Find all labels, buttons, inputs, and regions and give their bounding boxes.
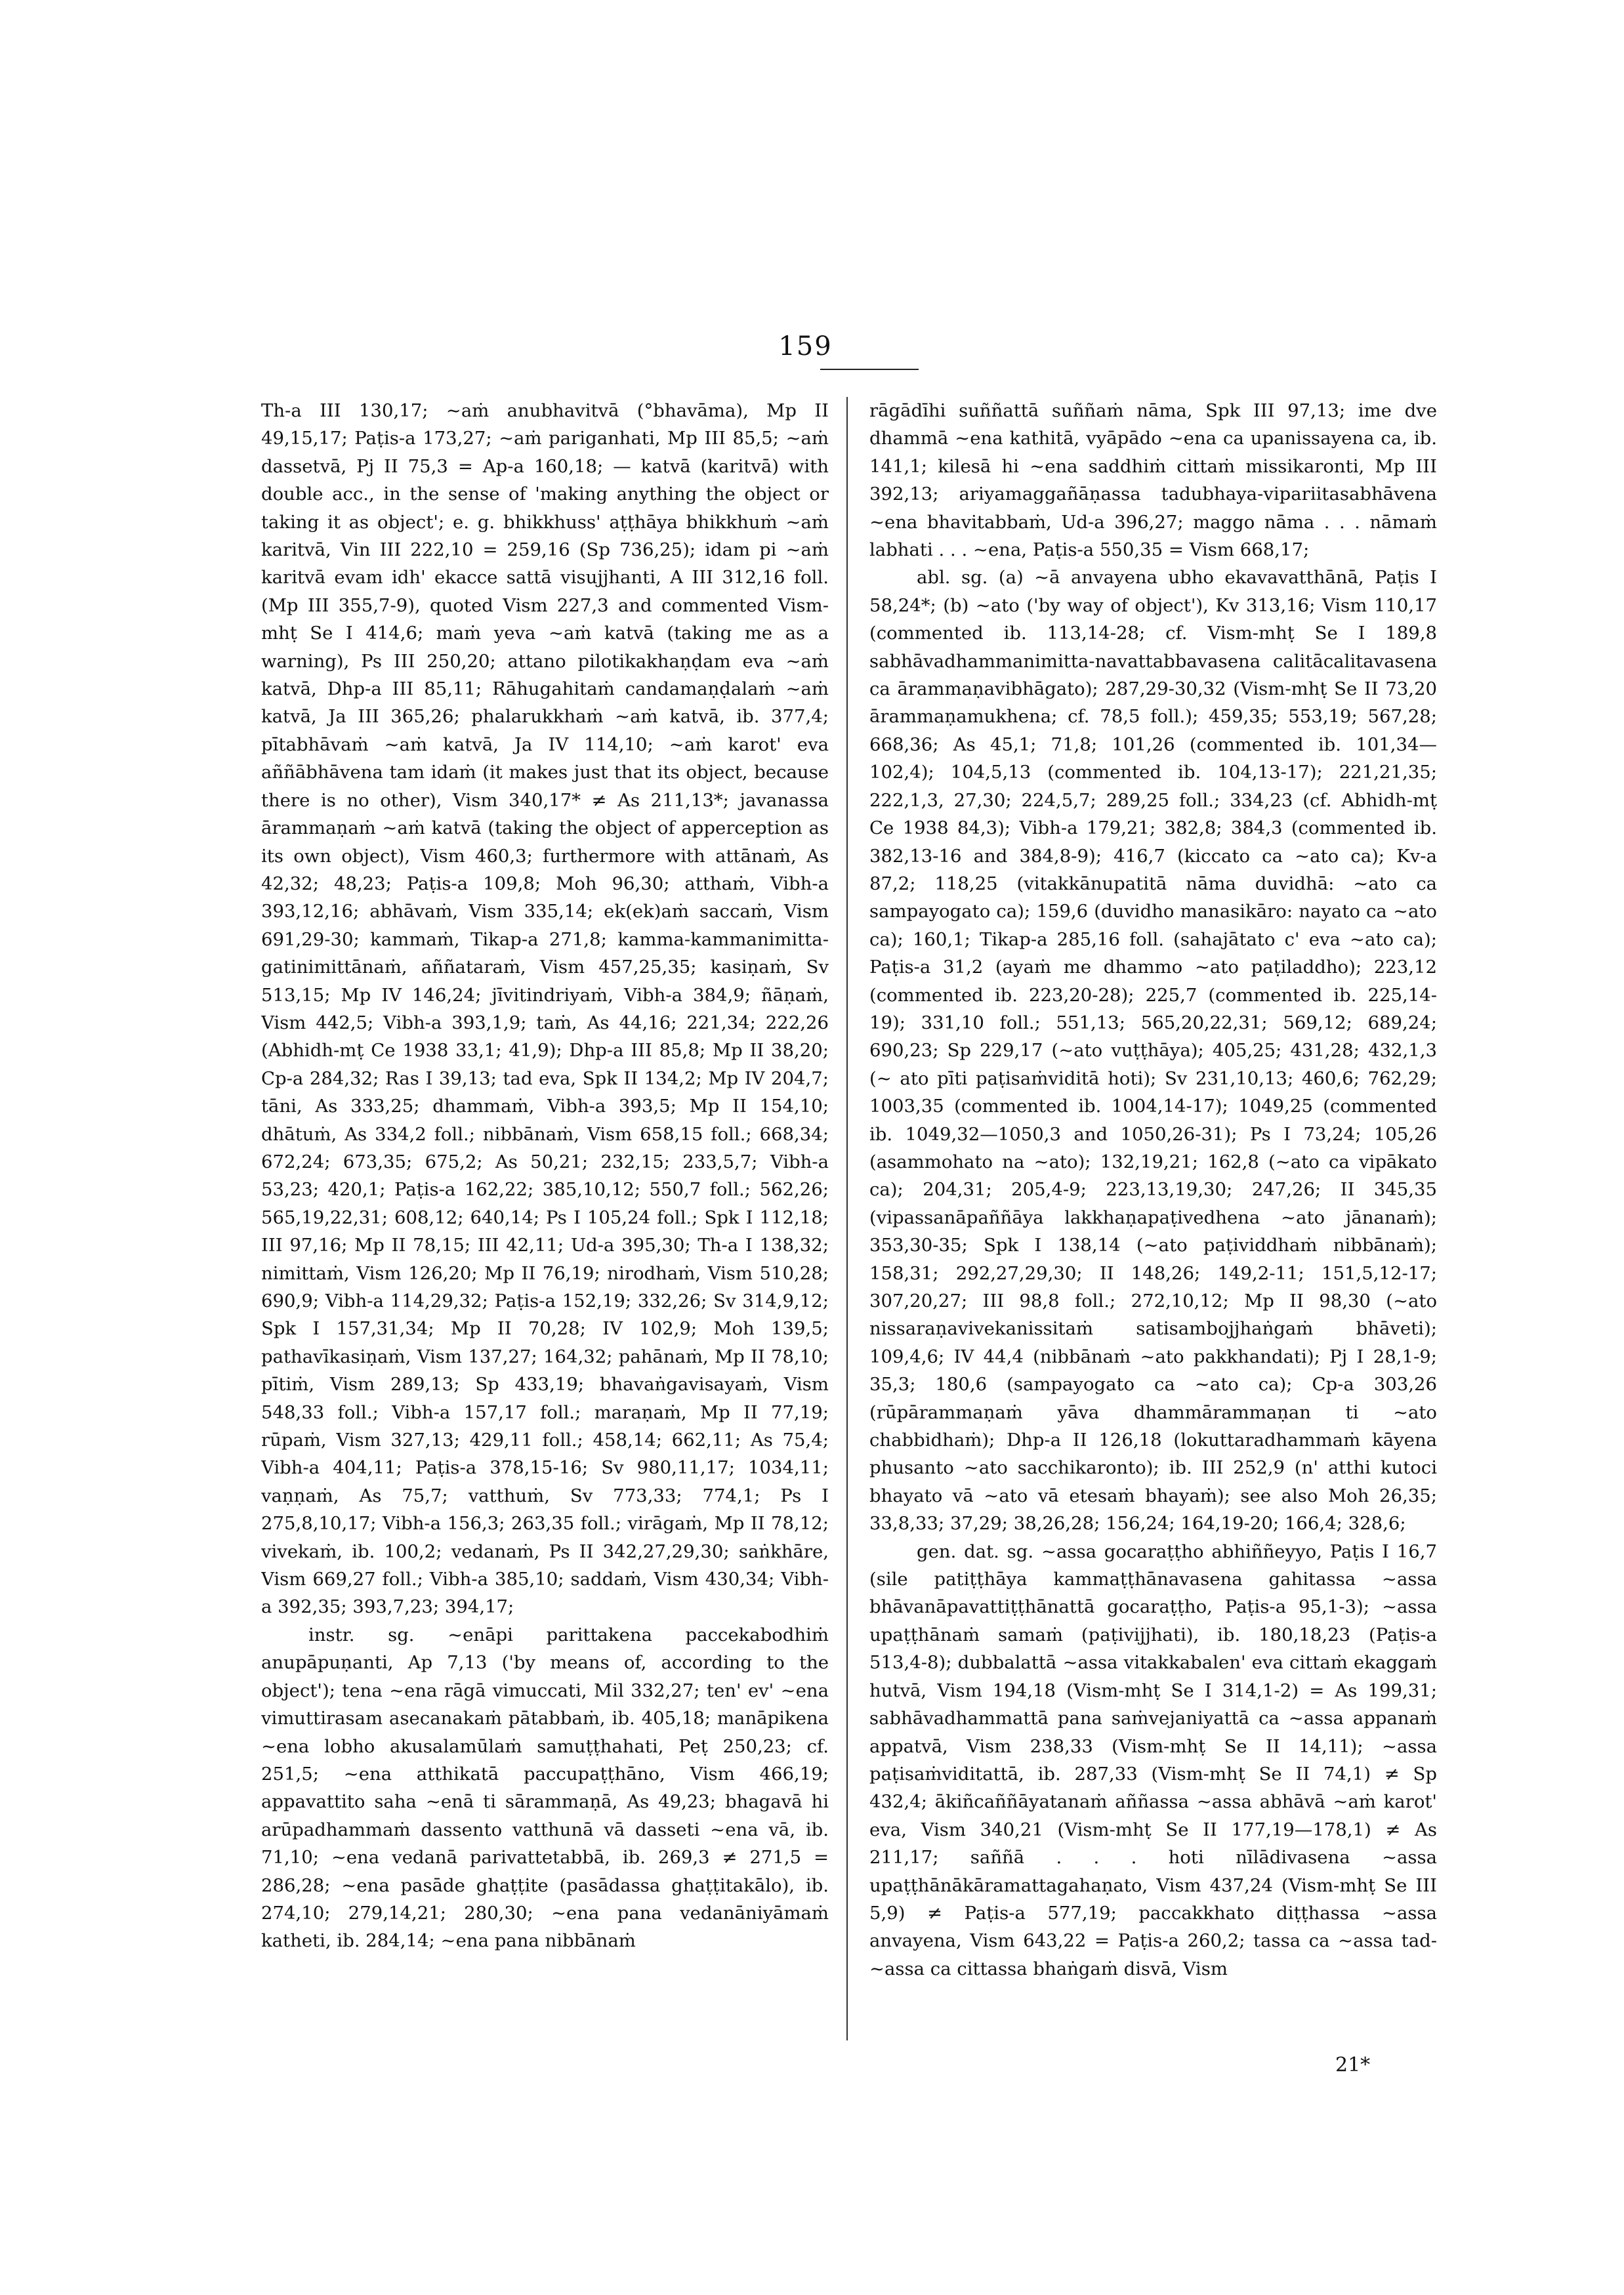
left-paragraph-2: instr. sg. ~enāpi parittakena paccekabodhiṁ anupāpuṇanti, Ap 7,13 ('by means of, according to the object'); tena ~ena rāgā vimuccati, Mil 332,27; ten' ev' ~ena vimuttirasam asecanakaṁ pātabbaṁ, ib. 405,18; manāpikena ~ena lobho akusalamūlaṁ samuṭṭhahati, Peṭ 250,23; cf. 251,5; ~ena atthikatā paccupaṭṭhāno, Vism 466,19; appavattito saha ~enā ti sārammaṇā, As 49,23; bhagavā hi arūpadhammaṁ dassento vatthunā vā dasseti ~ena vā, ib. 71,10; ~ena vedanā parivattetabbā, ib. 269,3 ≠ 271,5 = 286,28; ~ena pasāde ghaṭṭite (pasādassa ghaṭṭitakālo), ib. 274,10; 279,14,21; 280,30; ~ena pana vedanāniyāmaṁ katheti, ib. 284,14; ~ena pana nibbānaṁ: [261, 1624, 829, 1952]
column-divider: [846, 397, 848, 2040]
left-column: [261, 397, 829, 2050]
page-number-rule: [820, 369, 919, 370]
sheet-signature: 21*: [1335, 2054, 1371, 2077]
right-column: [869, 397, 1437, 2050]
right-paragraph-2: abl. sg. (a) ~ā anvayena ubho ekavavatthānā, Paṭis I 58,24*; (b) ~ato ('by way of object'), Kv 313,16; Vism 110,17 (commented ib. 113,14-28; cf. Vism-mhṭ Se I 189,8 sabhāvadhammanimitta-navattabbavasena calitācalitavasena ca ārammaṇavibhāgato); 287,29-30,32 (Vism-mhṭ Se II 73,20 ārammaṇamukhena; cf. 78,5 foll.); 459,35; 553,19; 567,28; 668,36; As 45,1; 71,8; 101,26 (commented ib. 101,34—102,4); 104,5,13 (commented ib. 104,13-17); 221,21,35; 222,1,3, 27,30; 224,5,7; 289,25 foll.; 334,23 (cf. Abhidh-mṭ Ce 1938 84,3); Vibh-a 179,21; 382,8; 384,3 (commented ib. 382,13-16 and 384,8-9); 416,7 (kiccato ca ~ato ca); Kv-a 87,2; 118,25 (vitakkānupatitā nāma duvidhā: ~ato ca sampayogato ca); 159,6 (duvidho manasikāro: nayato ca ~ato ca); 160,1; Tikap-a 285,16 foll. (sahajātato c' eva ~ato ca); Paṭis-a 31,2 (ayaṁ me dhammo ~ato paṭiladdho); 223,12 (commented ib. 223,20-28); 225,7 (commented ib. 225,14-19); 331,10 foll.; 551,13; 565,20,22,31; 569,12; 689,24; 690,23; Sp 229,17 (~ato vuṭṭhāya); 405,25; 431,28; 432,1,3 (~ ato pīti paṭisaṁviditā hoti); Sv 231,10,13; 460,6; 762,29; 1003,35 (commented ib. 1004,14-17); 1049,25 (commented ib. 1049,32—1050,3 and 1050,26-31); Ps I 73,24; 105,26 (asammohato na ~ato); 132,19,21; 162,8 (~ato ca vipākato ca); 204,31; 205,4-9; 223,13,19,30; 247,26; II 345,35 (vipassanāpaññāya lakkhaṇapaṭivedhena ~ato jānanaṁ); 353,30-35; Spk I 138,14 (~ato paṭividdhaṁ nibbānaṁ); 158,31; 292,27,29,30; II 148,26; 149,2-11; 151,5,12-17; 307,20,27; III 98,8 foll.; 272,10,12; Mp II 98,30 (~ato nissaraṇavivekanissitaṁ satisambojjhaṅgaṁ bhāveti); 109,4,6; IV 44,4 (nibbānaṁ ~ato pakkhandati); Pj I 28,1-9; 35,3; 180,6 (sampayogato ca ~ato ca); Cp-a 303,26 (rūpārammaṇaṁ yāva dhammārammaṇan ti ~ato chabbidhaṁ); Dhp-a II 126,18 (lokuttaradhammaṁ kāyena phusanto ~ato sacchikaronto); ib. III 252,9 (n' atthi kutoci bhayato vā ~ato vā etesaṁ bhayaṁ); see also Moh 26,35; 33,8,33; 37,29; 38,26,28; 156,24; 164,19-20; 166,4; 328,6;: [869, 567, 1437, 1535]
page-number: 159: [778, 331, 833, 362]
right-paragraph-1: rāgādīhi suññattā suññaṁ nāma, Spk III 97,13; ime dve dhammā ~ena kathitā, vyāpādo ~ena ca upanissayena ca, ib. 141,1; kilesā hi ~ena saddhiṁ cittaṁ missikaronti, Mp III 392,13; ariyamaggañāṇassa tadubhaya-vipariitasabhāvena ~ena bhavitabbaṁ, Ud-a 396,27; maggo nāma . . . nāmaṁ labhati . . . ~ena, Paṭis-a 550,35 = Vism 668,17;: [869, 400, 1437, 561]
left-paragraph-1: Th-a III 130,17; ~aṁ anubhavitvā (°bhavāma), Mp II 49,15,17; Paṭis-a 173,27; ~aṁ pariganhati, Mp III 85,5; ~aṁ dassetvā, Pj II 75,3 = Ap-a 160,18; — katvā (karitvā) with double acc., in the sense of 'making anything the object or taking it as object'; e. g. bhikkhuss' aṭṭhāya bhikkhuṁ ~aṁ karitvā, Vin III 222,10 = 259,16 (Sp 736,25); idam pi ~aṁ karitvā evam idh' ekacce sattā visujjhanti, A III 312,16 foll. (Mp III 355,7-9), quoted Vism 227,3 and commented Vism-mhṭ Se I 414,6; maṁ yeva ~aṁ katvā (taking me as a warning), Ps III 250,20; attano pilotikakhaṇḍam eva ~aṁ katvā, Dhp-a III 85,11; Rāhugahitaṁ candamaṇḍalaṁ ~aṁ katvā, Ja III 365,26; phalarukkhaṁ ~aṁ katvā, ib. 377,4; pītabhāvaṁ ~aṁ katvā, Ja IV 114,10; ~aṁ karot' eva aññābhāvena tam idaṁ (it makes just that its object, because there is no other), Vism 340,17* ≠ As 211,13*; javanassa ārammaṇaṁ ~aṁ katvā (taking the object of apperception as its own object), Vism 460,3; furthermore with attānaṁ, As 42,32; 48,23; Paṭis-a 109,8; Moh 96,30; atthaṁ, Vibh-a 393,12,16; abhāvaṁ, Vism 335,14; ek(ek)aṁ saccaṁ, Vism 691,29-30; kammaṁ, Tikap-a 271,8; kamma-kammanimitta-gatinimittānaṁ, aññataraṁ, Vism 457,25,35; kasiṇaṁ, Sv 513,15; Mp IV 146,24; jīvitindriyaṁ, Vibh-a 384,9; ñāṇaṁ, Vism 442,5; Vibh-a 393,1,9; taṁ, As 44,16; 221,34; 222,26 (Abhidh-mṭ Ce 1938 33,1; 41,9); Dhp-a III 85,8; Mp II 38,20; Cp-a 284,32; Ras I 39,13; tad eva, Spk II 134,2; Mp IV 204,7; tāni, As 333,25; dhammaṁ, Vibh-a 393,5; Mp II 154,10; dhātuṁ, As 334,2 foll.; nibbānaṁ, Vism 658,15 foll.; 668,34; 672,24; 673,35; 675,2; As 50,21; 232,15; 233,5,7; Vibh-a 53,23; 420,1; Paṭis-a 162,22; 385,10,12; 550,7 foll.; 562,26; 565,19,22,31; 608,12; 640,14; Ps I 105,24 foll.; Spk I 112,18; III 97,16; Mp II 78,15; III 42,11; Ud-a 395,30; Th-a I 138,32; nimittaṁ, Vism 126,20; Mp II 76,19; nirodhaṁ, Vism 510,28; 690,9; Vibh-a 114,29,32; Paṭis-a 152,19; 332,26; Sv 314,9,12; Spk I 157,31,34; Mp II 70,28; IV 102,9; Moh 139,5; pathavīkasiṇaṁ, Vism 137,27; 164,32; pahānaṁ, Mp II 78,10; pītiṁ, Vism 289,13; Sp 433,19; bhavaṅgavisayaṁ, Vism 548,33 foll.; Vibh-a 157,17 foll.; maraṇaṁ, Mp II 77,19; rūpaṁ, Vism 327,13; 429,11 foll.; 458,14; 662,11; As 75,4; Vibh-a 404,11; Paṭis-a 378,15-16; Sv 980,11,17; 1034,11; vaṇṇaṁ, As 75,7; vatthuṁ, Sv 773,33; 774,1; Ps I 275,8,10,17; Vibh-a 156,3; 263,35 foll.; virāgaṁ, Mp II 78,12; vivekaṁ, ib. 100,2; vedanaṁ, Ps II 342,27,29,30; saṅkhāre, Vism 669,27 foll.; Vibh-a 385,10; saddaṁ, Vism 430,34; Vibh-a 392,35; 393,7,23; 394,17;: [261, 400, 829, 1618]
right-paragraph-3: gen. dat. sg. ~assa gocaraṭṭho abhiññeyyo, Paṭis I 16,7 (sile patiṭṭhāya kammaṭṭhānavasena gahitassa ~assa bhāvanāpavattiṭṭhānattā gocaraṭṭho, Paṭis-a 95,1-3); ~assa upaṭṭhānaṁ samaṁ (paṭivijjhati), ib. 180,18,23 (Paṭis-a 513,4-8); dubbalattā ~assa vitakkabalen' eva cittaṁ ekaggaṁ hutvā, Vism 194,18 (Vism-mhṭ Se I 314,1-2) = As 199,31; sabhāvadhammattā pana saṁvejaniyattā ca ~assa appanaṁ appatvā, Vism 238,33 (Vism-mhṭ Se II 14,11); ~assa paṭisaṁviditattā, ib. 287,33 (Vism-mhṭ Se II 74,1) ≠ Sp 432,4; ākiñcaññāyatanaṁ aññassa ~assa abhāvā ~aṁ karot' eva, Vism 340,21 (Vism-mhṭ Se II 177,19—178,1) ≠ As 211,17; saññā . . . hoti nīlādivasena ~assa upaṭṭhānākāramattagahaṇato, Vism 437,24 (Vism-mhṭ Se III 5,9) ≠ Paṭis-a 577,19; paccakkhato diṭṭhassa ~assa anvayena, Vism 643,22 = Paṭis-a 260,2; tassa ca ~assa tad-~assa ca cittassa bhaṅgaṁ disvā, Vism: [869, 1540, 1437, 1979]
